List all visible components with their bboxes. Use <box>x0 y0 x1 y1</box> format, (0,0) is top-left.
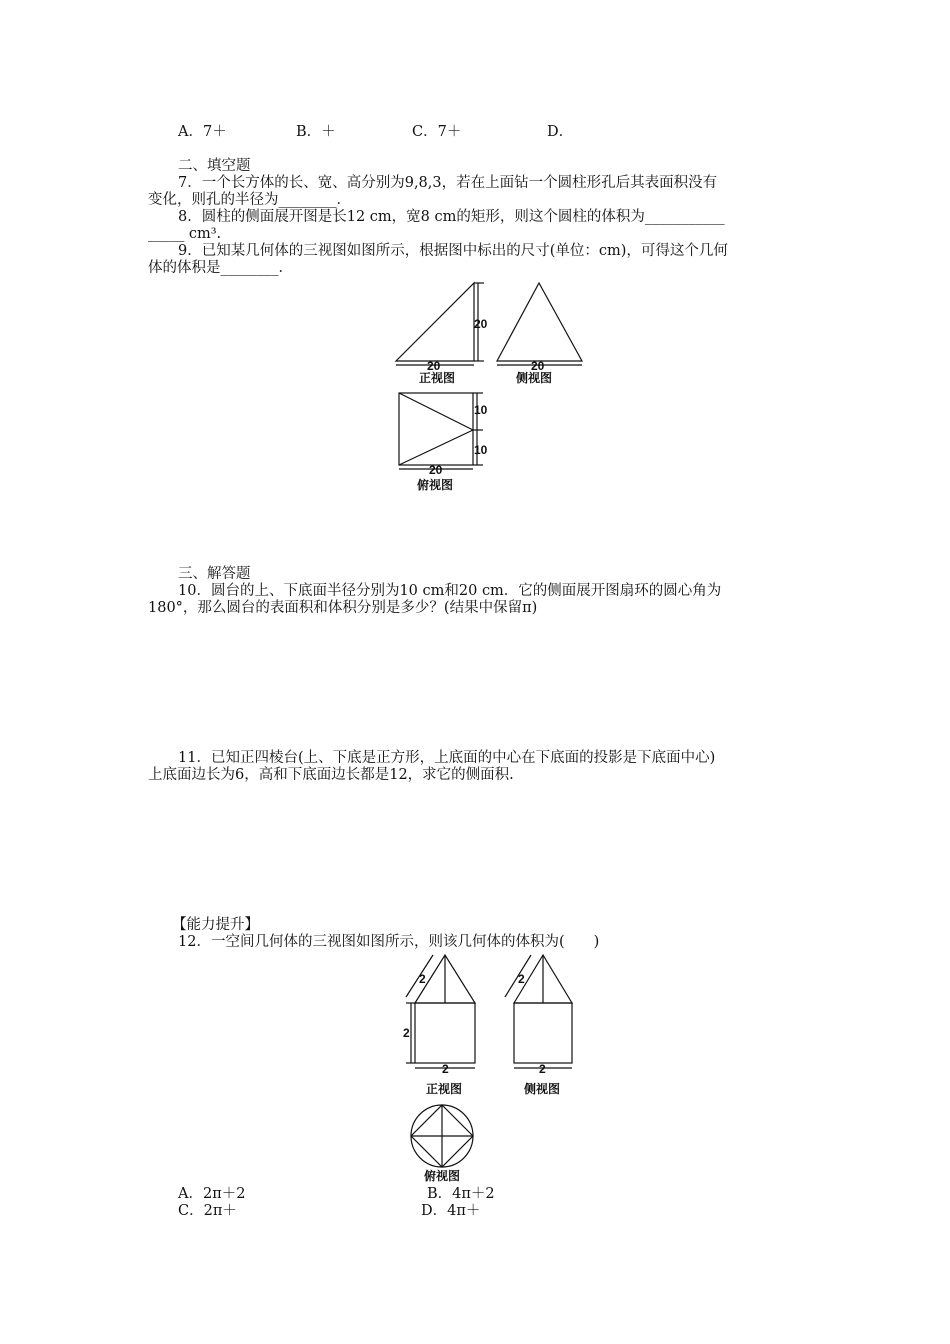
q6-option-d: D． <box>547 124 574 140</box>
q9-top-width-dim: 20 <box>429 463 443 477</box>
q9-line1: 9．已知某几何体的三视图如图所示，根据图中标出的尺寸(单位：cm)，可得这个几何 <box>178 243 728 259</box>
q11-line2: 上底面边长为6，高和下底面边长都是12，求它的侧面积. <box>148 767 514 783</box>
q9-front-height-dim: 20 <box>474 317 488 331</box>
q9-front-width-dim: 20 <box>427 359 441 373</box>
q8-line1: 8．圆柱的侧面展开图是长12 cm，宽8 cm的矩形，则这个圆柱的体积为___________ <box>178 209 725 225</box>
q9-side-view <box>497 283 582 365</box>
q12-side-view-label: 侧视图 <box>524 1082 561 1096</box>
section-solutions-heading: 三、解答题 <box>178 566 251 582</box>
q9-side-width-dim: 20 <box>531 359 545 373</box>
q9-front-view-label: 正视图 <box>419 371 456 385</box>
q9-side-view-label: 侧视图 <box>516 371 553 385</box>
q11-line1: 11．已知正四棱台(上、下底是正方形，上底面的中心在下底面的投影是下底面中心) <box>178 750 716 766</box>
q12-option-d: D．4π＋ <box>421 1203 481 1219</box>
q7-line2: 变化，则孔的半径为________． <box>148 192 351 208</box>
q12-side-slant-dim: 2 <box>518 972 525 986</box>
q8-line2: _____ cm³. <box>148 226 222 242</box>
q12-top-view-label: 俯视图 <box>424 1169 461 1183</box>
q12-option-a: A．2π＋2 <box>178 1186 246 1202</box>
section-fill-in-heading: 二、填空题 <box>178 158 251 174</box>
q12-front-view-label: 正视图 <box>426 1082 463 1096</box>
q7-line1: 7．一个长方体的长、宽、高分别为9,8,3，若在上面钻一个圆柱形孔后其表面积没有 <box>178 175 718 191</box>
q12-front-view <box>406 955 475 1068</box>
q6-option-c: C．7＋ <box>412 124 462 140</box>
q12-front-slant-dim: 2 <box>419 972 426 986</box>
q12-side-width-dim: 2 <box>539 1062 546 1076</box>
q12-option-b: B．4π＋2 <box>427 1186 495 1202</box>
q10-line1: 10．圆台的上、下底面半径分别为10 cm和20 cm．它的侧面展开图扇环的圆心角为 <box>178 583 722 599</box>
q9-top-view-label: 俯视图 <box>417 478 454 492</box>
q6-option-b: B．＋ <box>296 124 336 140</box>
q6-option-a: A．7＋ <box>178 124 227 140</box>
q12-side-view <box>505 955 572 1068</box>
q9-top-dim-lower: 10 <box>474 443 488 457</box>
q9-front-view <box>396 283 484 365</box>
q9-line2: 体的体积是________． <box>148 260 293 276</box>
q9-top-dim-upper: 10 <box>474 403 488 417</box>
q10-line2: 180°，那么圆台的表面积和体积分别是多少？(结果中保留π) <box>148 600 538 616</box>
q12-front-width-dim: 2 <box>442 1062 449 1076</box>
section-ability-heading: 【能力提升】 <box>172 917 259 933</box>
q12-front-height-dim: 2 <box>403 1026 410 1040</box>
q12-top-view <box>411 1105 473 1167</box>
q12-option-c: C．2π＋ <box>178 1203 237 1219</box>
q12-stem: 12．一空间几何体的三视图如图所示，则该几何体的体积为( ) <box>178 934 600 950</box>
q9-top-view <box>399 393 483 469</box>
